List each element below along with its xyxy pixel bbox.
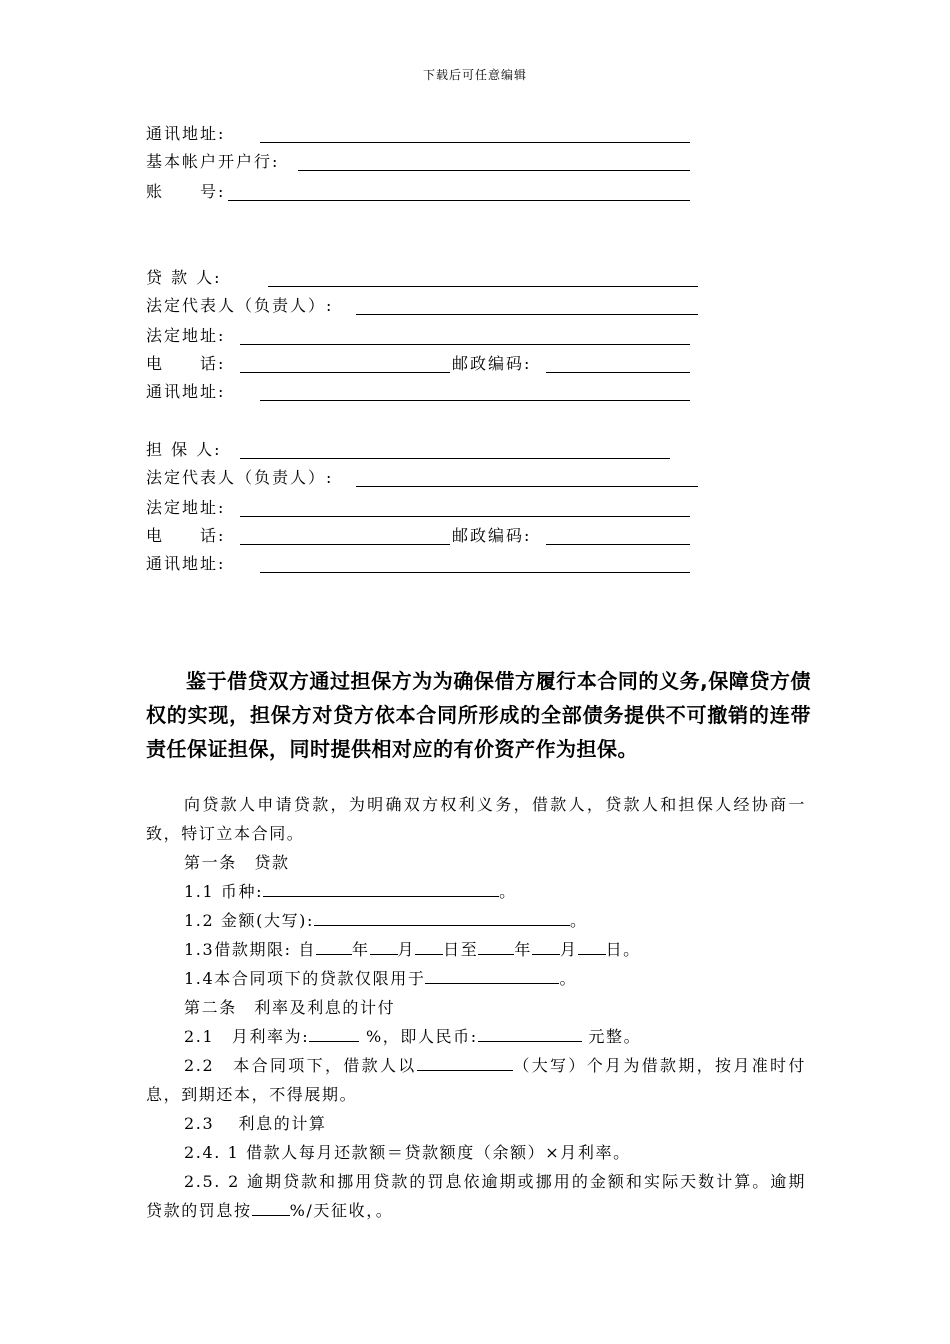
preamble-paragraph: 向贷款人申请贷款，为明确双方权利义务，借款人，贷款人和担保人经协商一致，特订立本合同。 bbox=[146, 795, 806, 843]
clause-1-1 bbox=[146, 877, 806, 906]
clause-2-5 bbox=[146, 1167, 806, 1225]
lender-rep-label: 法定代表人（负责人）: bbox=[146, 296, 334, 315]
account-label: 账 号: bbox=[146, 182, 226, 201]
bank-label: 基本帐户开户行: bbox=[146, 152, 280, 171]
address-label: 通讯地址: bbox=[146, 124, 226, 143]
lender-legal-address-line[interactable] bbox=[240, 344, 690, 345]
end-year-blank[interactable] bbox=[478, 937, 514, 955]
intro-section bbox=[146, 664, 811, 766]
lender-address-label: 通讯地址: bbox=[146, 382, 226, 401]
article-2-heading: 第二条 利率及利息的计付 bbox=[184, 998, 396, 1017]
account-line[interactable] bbox=[228, 200, 690, 201]
clause-2-3: 2.3 利息的计算 bbox=[184, 1114, 327, 1133]
purpose-blank[interactable] bbox=[425, 966, 559, 984]
start-year-blank[interactable] bbox=[316, 937, 352, 955]
currency-label: 1.1 币种: bbox=[184, 882, 264, 901]
intro-paragraph: 鉴于借贷双方通过担保方为为确保借方履行本合同的义务,保障贷方债权的实现，担保方对贷方依本合同所形成的全部债务提供不可撤销的连带责任保证担保，同时提供相对应的有价资产作为担保。 bbox=[146, 669, 811, 761]
day-text: 日。 bbox=[605, 940, 641, 959]
clause-2-1 bbox=[146, 1022, 806, 1051]
guarantor-postcode-line[interactable] bbox=[546, 544, 690, 545]
purpose-label: 1.4本合同项下的贷款仅限用于 bbox=[184, 969, 426, 988]
penalty-text: %/天征收，。 bbox=[289, 1201, 394, 1220]
loan-period-label: 2.2 本合同项下，借款人以 bbox=[184, 1056, 417, 1075]
monthly-rate-label: 2.1 月利率为: bbox=[184, 1027, 310, 1046]
guarantor-legal-address-line[interactable] bbox=[240, 516, 690, 517]
clause-2-4: 2.4. 1 借款人每月还款额＝贷款额度（余额）×月利率。 bbox=[184, 1143, 631, 1162]
start-month-blank[interactable] bbox=[370, 937, 398, 955]
period-mark: 。 bbox=[499, 882, 517, 901]
end-month-blank[interactable] bbox=[532, 937, 560, 955]
amount-blank[interactable] bbox=[314, 908, 570, 926]
lender-rep-line[interactable] bbox=[356, 314, 698, 315]
penalty-label: 2.5. 2 逾期贷款和挪用贷款的罚息依逾期或挪用的金额和实际天数计算。逾期贷款的罚息按 bbox=[146, 1172, 806, 1220]
period-mark: 。 bbox=[570, 911, 588, 930]
clause-1-3 bbox=[146, 935, 806, 964]
lender-address-line[interactable] bbox=[260, 400, 690, 401]
lender-line[interactable] bbox=[268, 286, 698, 287]
lender-label: 贷 款 人: bbox=[146, 268, 222, 287]
guarantor-label: 担 保 人: bbox=[146, 440, 222, 459]
end-day-blank[interactable] bbox=[578, 937, 606, 955]
guarantor-postcode-label: 邮政编码: bbox=[452, 526, 532, 545]
lender-phone-line[interactable] bbox=[240, 372, 450, 373]
guarantor-line[interactable] bbox=[240, 458, 670, 459]
term-label: 1.3借款期限: 自 bbox=[184, 940, 316, 959]
guarantor-phone-label: 电 话: bbox=[146, 526, 226, 545]
page-header: 下载后可任意编辑 bbox=[422, 68, 527, 82]
clause-2-2 bbox=[146, 1051, 806, 1109]
guarantor-address-line[interactable] bbox=[260, 572, 690, 573]
monthly-rate-blank[interactable] bbox=[309, 1024, 359, 1042]
clause-1-4 bbox=[146, 964, 806, 993]
month-text: 月 bbox=[559, 940, 578, 959]
rmb-label: %，即人民币: bbox=[365, 1027, 478, 1046]
guarantor-rep-label: 法定代表人（负责人）: bbox=[146, 468, 334, 487]
day-to-text: 日至 bbox=[443, 940, 479, 959]
guarantor-phone-line[interactable] bbox=[240, 544, 450, 545]
rmb-blank[interactable] bbox=[478, 1024, 582, 1042]
lender-legal-address-label: 法定地址: bbox=[146, 326, 226, 345]
amount-label: 1.2 金额(大写): bbox=[184, 911, 315, 930]
bank-line[interactable] bbox=[298, 170, 690, 171]
month-text: 月 bbox=[397, 940, 416, 959]
yuan-text: 元整。 bbox=[588, 1027, 642, 1046]
penalty-rate-blank[interactable] bbox=[252, 1198, 290, 1216]
currency-blank[interactable] bbox=[263, 879, 499, 897]
year-text: 年 bbox=[351, 940, 370, 959]
guarantor-legal-address-label: 法定地址: bbox=[146, 498, 226, 517]
contract-body bbox=[146, 790, 806, 1225]
start-day-blank[interactable] bbox=[415, 937, 443, 955]
lender-postcode-label: 邮政编码: bbox=[452, 354, 532, 373]
clause-1-2 bbox=[146, 906, 806, 935]
lender-postcode-line[interactable] bbox=[546, 372, 690, 373]
address-line[interactable] bbox=[260, 142, 690, 143]
guarantor-address-label: 通讯地址: bbox=[146, 554, 226, 573]
period-mark: 。 bbox=[559, 969, 578, 988]
loan-period-text: （大写）个月为借款期，按月准时付息，到期还本，不得展期。 bbox=[146, 1056, 806, 1104]
lender-phone-label: 电 话: bbox=[146, 354, 226, 373]
year-text: 年 bbox=[514, 940, 532, 959]
loan-period-blank[interactable] bbox=[417, 1053, 513, 1071]
article-1-heading: 第一条 贷款 bbox=[184, 853, 290, 872]
guarantor-rep-line[interactable] bbox=[356, 486, 698, 487]
